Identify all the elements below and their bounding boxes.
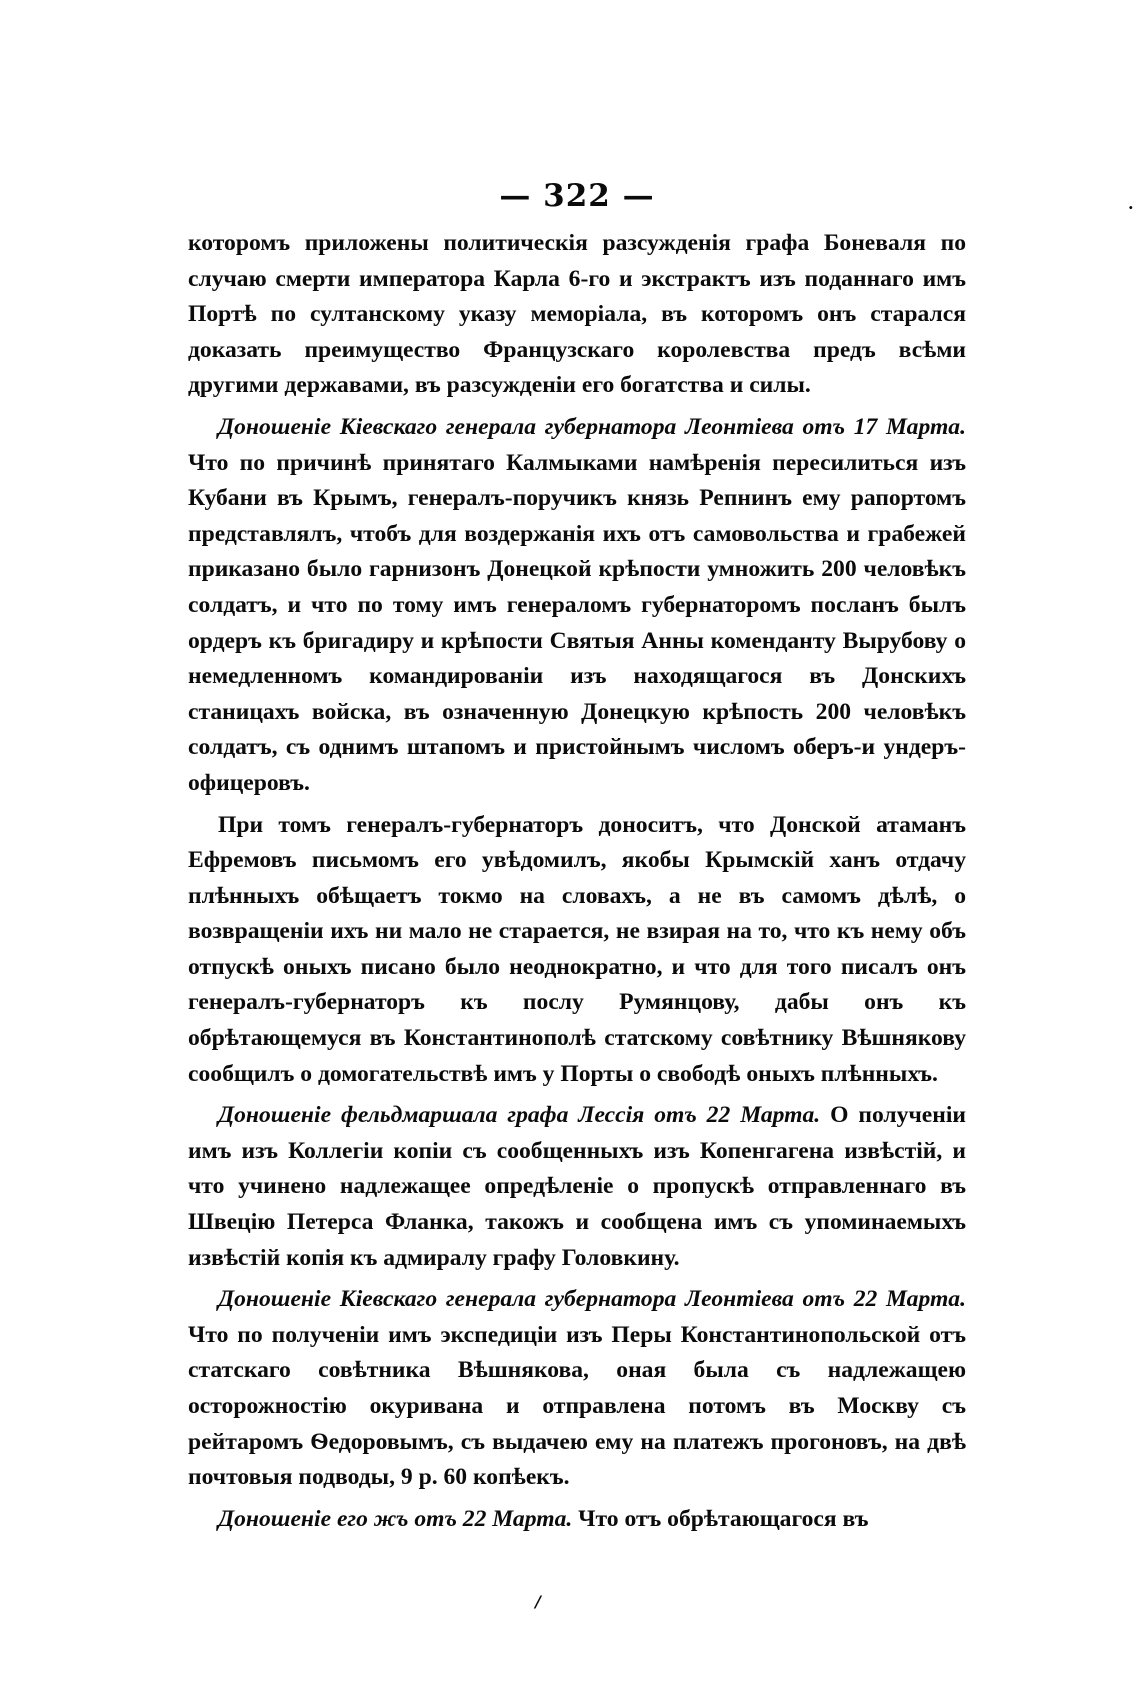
paragraph-3: [188, 808, 966, 1093]
book-page: [188, 178, 966, 1543]
paragraph-6-text: Что отъ обрѣтающагося въ: [572, 1505, 869, 1532]
paragraph-6: [188, 1502, 966, 1538]
paragraph-3-text: При томъ генералъ-губернаторъ доноситъ, что Донской атаманъ Ефремовъ письмомъ его увѣдомилъ, якобы Крымскій ханъ отдачу плѣнныхъ обѣщаетъ токмо на словахъ, а не въ самомъ дѣлѣ, о возвращеніи ихъ ни мало не старается, не взирая на то, что къ нему объ отпускѣ оныхъ писано было неоднократно, и что для того писалъ онъ генералъ-губернаторъ къ послу Румянцову, дабы онъ къ обрѣтающемуся въ Константинополѣ статскому совѣтнику Вѣшнякову сообщилъ о домогательствѣ имъ у Порты о свободѣ оныхъ плѣнныхъ.: [188, 811, 966, 1087]
paragraph-2: [188, 410, 966, 802]
paragraph-6-heading: Доношеніе его жъ отъ 22 Марта.: [218, 1505, 573, 1532]
paragraph-4: [188, 1098, 966, 1276]
paragraph-5-heading: Доношеніе Кіевскаго генерала губернатора Леонтіева отъ 22 Марта.: [218, 1286, 966, 1313]
paragraph-4-text: О полученіи имъ изъ Коллегіи копіи съ сообщенныхъ изъ Копенгагена извѣстій, и что учинено надлежащее опредѣленіе о пропускѣ отправленнаго въ Швецію Петерса Фланка, такожъ и сообщена имъ съ упоминаемыхъ извѣстій копія къ адмиралу графу Головкину.: [188, 1102, 966, 1271]
paragraph-1-text: которомъ приложены политическія разсужденія графа Боневаля по случаю смерти императора Карла 6-го и экстрактъ изъ поданнаго имъ Портѣ по султанскому указу меморіала, въ которомъ онъ старался доказать преимущество Французскаго королевства предъ всѣми другими державами, въ разсужденіи его богатства и силы.: [188, 230, 966, 399]
page-number: — 322 —: [499, 178, 655, 214]
paragraph-4-heading: Доношеніе фельдмаршала графа Лессія отъ 22 Марта.: [218, 1102, 821, 1129]
margin-speck: ·: [1128, 198, 1134, 217]
paragraph-2-heading: Доношеніе Кіевскаго генерала губернатора Леонтіева отъ 17 Марта.: [218, 413, 966, 440]
bottom-speck: /: [535, 1592, 541, 1611]
paragraph-5: [188, 1282, 966, 1496]
paragraph-1: [188, 226, 966, 404]
paragraph-5-text: Что по полученіи имъ экспедиціи изъ Перы Константинопольской отъ статскаго совѣтника Вѣшнякова, оная была съ надлежащею осторожностію окуривана и отправлена потомъ въ Москву съ рейтаромъ Ѳедоровымъ, съ выдачею ему на платежъ прогоновъ, на двѣ почтовыя подводы, 9 р. 60 копѣекъ.: [188, 1321, 966, 1491]
paragraph-2-text: Что по причинѣ принятаго Калмыками намѣренія пересилиться изъ Кубани въ Крымъ, генералъ-поручикъ князь Репнинъ ему рапортомъ представлялъ, чтобъ для воздержанія ихъ отъ самовольства и грабежей приказано было гарнизонъ Донецкой крѣпости умножить 200 человѣкъ солдатъ, и что по тому имъ генераломъ губернаторомъ посланъ былъ ордеръ къ бригадиру и крѣпости Святыя Анны коменданту Вырубову о немедленномъ командированіи изъ находящагося въ Донскихъ станицахъ войска, въ означенную Донецкую крѣпость 200 человѣкъ солдатъ, съ однимъ штапомъ и пристойнымъ числомъ оберъ-и ундеръ-офицеровъ.: [188, 449, 966, 796]
